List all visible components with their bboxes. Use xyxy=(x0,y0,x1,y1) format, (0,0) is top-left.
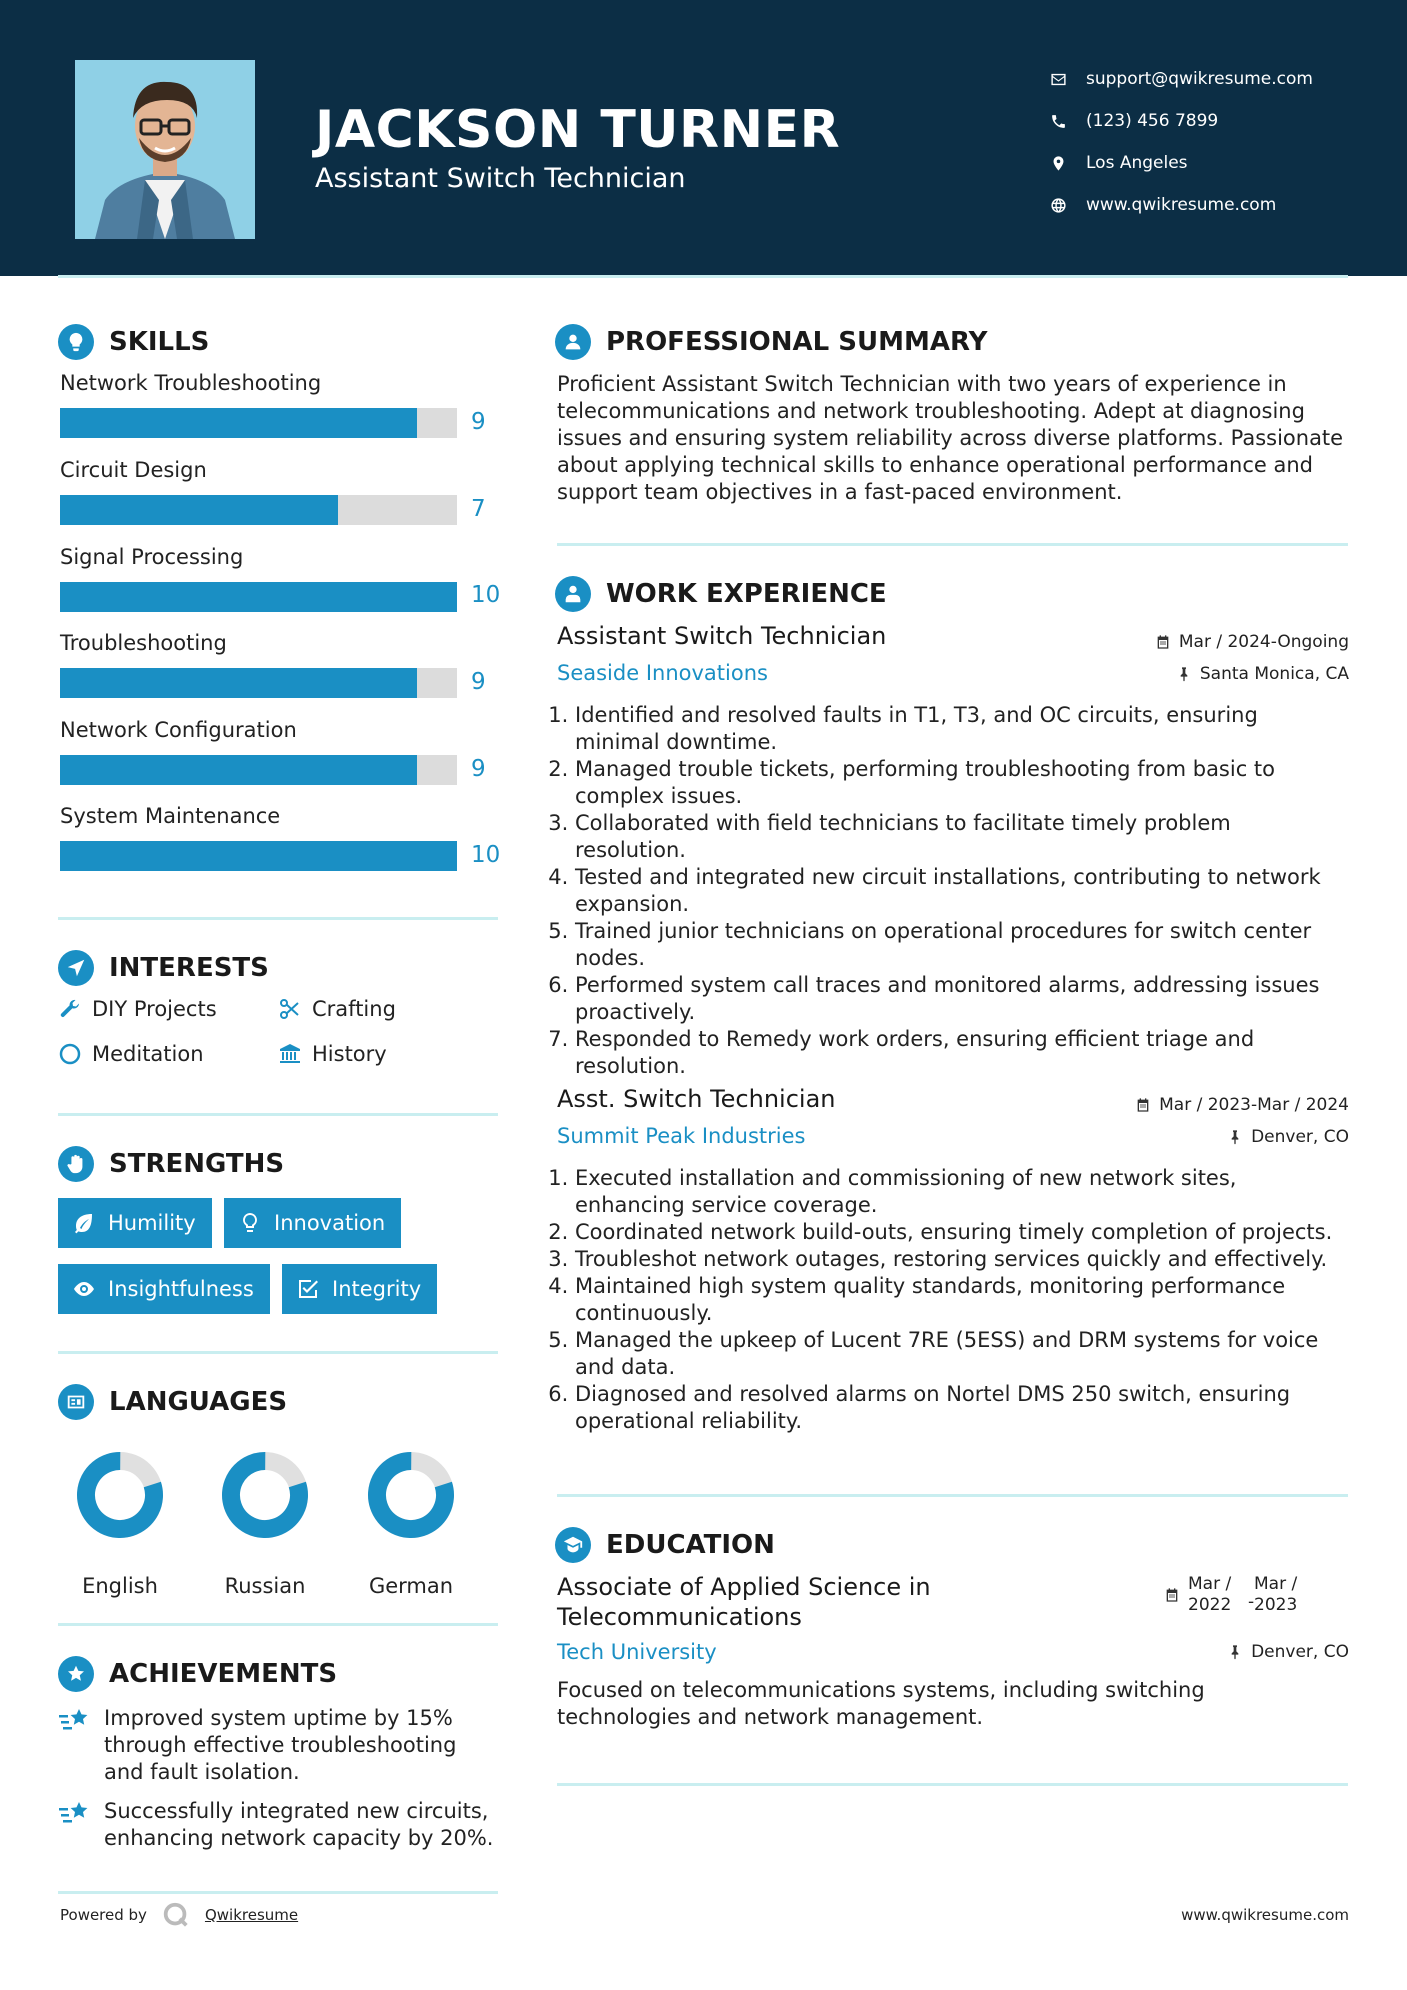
job-location-text: Santa Monica, CA xyxy=(1199,664,1349,684)
education-date-dash: - xyxy=(1248,1591,1255,1612)
strength-tag xyxy=(58,1198,212,1248)
job-title: Asst. Switch Technician xyxy=(557,1085,836,1113)
calendar-icon xyxy=(1135,1097,1151,1113)
header-divider xyxy=(58,275,1348,278)
job-location-text: Denver, CO xyxy=(1251,1127,1349,1147)
interest-label: DIY Projects xyxy=(92,997,217,1021)
section-divider xyxy=(58,1351,498,1354)
contact-website-text: www.qwikresume.com xyxy=(1086,195,1277,215)
duty-item: 4. Tested and integrated new circuit installations, contributing to network expansion. xyxy=(575,864,1348,918)
interest-label: Meditation xyxy=(92,1042,204,1066)
strength-label: Integrity xyxy=(332,1277,422,1301)
job-date xyxy=(1155,632,1349,652)
section-divider xyxy=(557,1494,1348,1497)
duty-item: 5. Trained junior technicians on operational procedures for switch center nodes. xyxy=(575,918,1348,972)
museum-icon xyxy=(278,1042,302,1066)
leaf-icon xyxy=(72,1211,96,1235)
skill-value: 10 xyxy=(471,582,501,608)
duty-item: 5. Managed the upkeep of Lucent 7RE (5ESS) and DRM systems for voice and data. xyxy=(575,1327,1348,1381)
location-pin-icon xyxy=(1050,155,1086,172)
summary-title-text: PROFESSIONAL SUMMARY xyxy=(606,327,988,357)
paper-plane-icon xyxy=(58,950,94,986)
powered-by-text: Powered by xyxy=(60,1906,147,1924)
skill-value: 7 xyxy=(471,496,486,522)
strength-tag xyxy=(282,1264,437,1314)
envelope-icon xyxy=(1050,71,1086,88)
language-item xyxy=(65,1440,175,1598)
achievements-section-title xyxy=(58,1656,337,1692)
interest-item xyxy=(278,997,396,1021)
job-date xyxy=(1135,1095,1349,1115)
duty-item: 1. Identified and resolved faults in T1, T3, and OC circuits, ensuring minimal downtime. xyxy=(575,702,1348,756)
contact-list xyxy=(1050,58,1313,226)
achievement-text: Improved system uptime by 15% through effective troubleshooting and fault isolation. xyxy=(104,1706,457,1784)
job-duties xyxy=(557,702,1348,1080)
summary-section-title xyxy=(555,324,987,360)
briefcase-user-icon xyxy=(555,576,591,612)
globe-icon xyxy=(1050,197,1086,214)
education-date-start xyxy=(1188,1574,1248,1616)
shooting-star-icon xyxy=(58,1798,92,1828)
user-icon xyxy=(555,324,591,360)
achievements-title-text: ACHIEVEMENTS xyxy=(109,1659,338,1689)
job-date-text: Mar / 2024-Ongoing xyxy=(1178,632,1349,652)
job-location xyxy=(1176,664,1349,684)
qwikresume-logo-icon xyxy=(161,1900,191,1930)
footer-powered-by xyxy=(60,1900,298,1930)
education-description: Focused on telecommunications systems, including switching technologies and network management. xyxy=(557,1678,1205,1729)
language-label: German xyxy=(368,1574,454,1598)
skill-name: Troubleshooting xyxy=(60,631,227,655)
experience-title-text: WORK EXPERIENCE xyxy=(606,579,887,609)
duty-item: 6. Diagnosed and resolved alarms on Nortel DMS 250 switch, ensuring operational reliability. xyxy=(575,1381,1348,1435)
strength-tag xyxy=(58,1264,270,1314)
education-date-start-month: Mar / xyxy=(1188,1574,1232,1594)
language-donut xyxy=(356,1440,466,1550)
contact-email[interactable] xyxy=(1050,58,1313,100)
skills-title-text: SKILLS xyxy=(109,327,210,357)
language-donut xyxy=(65,1440,175,1550)
phone-icon xyxy=(1050,113,1086,130)
language-label: Russian xyxy=(224,1574,306,1598)
education-title-text: EDUCATION xyxy=(606,1530,775,1560)
summary-text: Proficient Assistant Switch Technician with two years of experience in telecommunications and network troubleshooting. Adept at diagnosing issues and ensuring system reliability across diverse platforms. Passionate about applying technical skills to enhance operational performance and support team objectives in a fast-paced environment. xyxy=(557,372,1344,504)
strength-tag xyxy=(224,1198,401,1248)
circle-icon xyxy=(58,1042,82,1066)
interests-title-text: INTERESTS xyxy=(109,953,269,983)
strengths-title-text: STRENGTHS xyxy=(109,1149,285,1179)
job-duties xyxy=(557,1165,1348,1435)
school-name: Tech University xyxy=(557,1640,717,1664)
skill-value: 9 xyxy=(471,756,486,782)
education-date-start-year: 2022 xyxy=(1188,1595,1232,1615)
candidate-role: Assistant Switch Technician xyxy=(315,163,686,194)
language-item xyxy=(210,1440,320,1598)
skill-name: Circuit Design xyxy=(60,458,207,482)
skill-bar xyxy=(60,495,457,525)
section-divider xyxy=(58,1113,498,1116)
achievement-item xyxy=(58,1798,498,1852)
languages-section-title xyxy=(58,1384,287,1420)
education-section-title xyxy=(555,1527,775,1563)
education-date-end-year: 2023 xyxy=(1254,1595,1298,1615)
contact-email-text: support@qwikresume.com xyxy=(1086,69,1313,89)
strength-label: Insightfulness xyxy=(108,1277,254,1301)
section-divider xyxy=(557,1783,1348,1786)
skill-bar-fill xyxy=(60,408,417,438)
strengths-section-title xyxy=(58,1146,284,1182)
education-date-end xyxy=(1254,1574,1297,1616)
contact-location xyxy=(1050,142,1313,184)
profile-photo xyxy=(75,60,255,239)
duty-item: 4. Maintained high system quality standards, monitoring performance continuously. xyxy=(575,1273,1348,1327)
skill-value: 9 xyxy=(471,409,486,435)
duty-item: 3. Troubleshot network outages, restoring services quickly and effectively. xyxy=(575,1246,1348,1273)
duty-item: 2. Coordinated network build-outs, ensuring timely completion of projects. xyxy=(575,1219,1348,1246)
language-label: English xyxy=(82,1574,158,1598)
skills-section-title xyxy=(58,324,209,360)
contact-phone-text: (123) 456 7899 xyxy=(1086,111,1219,131)
education-location xyxy=(1227,1642,1349,1662)
interest-item xyxy=(278,1042,387,1066)
skill-bar xyxy=(60,668,457,698)
section-divider xyxy=(557,543,1348,546)
degree-line-2: Telecommunications xyxy=(557,1603,802,1631)
skill-bar-fill xyxy=(60,582,457,612)
education-date xyxy=(1164,1574,1297,1616)
interest-item xyxy=(58,1042,204,1066)
interest-label: Crafting xyxy=(312,997,396,1021)
resume-header xyxy=(0,0,1407,276)
interests-section-title xyxy=(58,950,269,986)
graduate-icon xyxy=(555,1527,591,1563)
wrench-icon xyxy=(58,997,82,1021)
language-card-icon xyxy=(58,1384,94,1420)
pushpin-icon xyxy=(1227,1129,1243,1145)
skill-bar-fill xyxy=(60,755,417,785)
skill-bar xyxy=(60,408,457,438)
lightbulb-icon xyxy=(58,324,94,360)
skill-value: 10 xyxy=(471,842,501,868)
skill-name: Network Troubleshooting xyxy=(60,371,322,395)
skill-name: System Maintenance xyxy=(60,804,281,828)
duty-item: 7. Responded to Remedy work orders, ensuring efficient triage and resolution. xyxy=(575,1026,1348,1080)
degree-line-1: Associate of Applied Science in xyxy=(557,1573,931,1601)
star-badge-icon xyxy=(58,1656,94,1692)
qwikresume-link[interactable]: Qwikresume xyxy=(204,1906,299,1924)
calendar-icon xyxy=(1155,634,1171,650)
skill-name: Signal Processing xyxy=(60,545,244,569)
skill-bar xyxy=(60,582,457,612)
languages-title-text: LANGUAGES xyxy=(109,1387,288,1417)
contact-location-text: Los Angeles xyxy=(1086,153,1188,173)
strength-label: Innovation xyxy=(274,1211,386,1235)
job-date-text: Mar / 2023-Mar / 2024 xyxy=(1159,1095,1349,1115)
hand-icon xyxy=(58,1146,94,1182)
interest-label: History xyxy=(312,1042,387,1066)
duty-item: 2. Managed trouble tickets, performing troubleshooting from basic to complex issues. xyxy=(575,756,1348,810)
skill-bar-fill xyxy=(60,495,338,525)
skill-name: Network Configuration xyxy=(60,718,297,742)
achievement-text: Successfully integrated new circuits, enhancing network capacity by 20%. xyxy=(104,1799,494,1850)
experience-section-title xyxy=(555,576,887,612)
section-divider xyxy=(58,1891,498,1894)
job-location xyxy=(1227,1127,1349,1147)
candidate-name: JACKSON TURNER xyxy=(315,100,841,160)
education-date-end-month: Mar / xyxy=(1254,1574,1298,1594)
duty-item: 6. Performed system call traces and monitored alarms, addressing issues proactively. xyxy=(575,972,1348,1026)
shooting-star-icon xyxy=(58,1705,92,1735)
skill-bar-fill xyxy=(60,841,457,871)
check-square-icon xyxy=(296,1277,320,1301)
skill-value: 9 xyxy=(471,669,486,695)
section-divider xyxy=(58,1623,498,1626)
section-divider xyxy=(58,917,498,920)
achievement-item xyxy=(58,1705,498,1786)
footer-url[interactable]: www.qwikresume.com xyxy=(1181,1906,1349,1924)
eye-icon xyxy=(72,1277,96,1301)
lightbulb-icon xyxy=(238,1211,262,1235)
contact-website[interactable] xyxy=(1050,184,1313,226)
skill-bar xyxy=(60,841,457,871)
contact-phone[interactable] xyxy=(1050,100,1313,142)
duty-item: 3. Collaborated with field technicians to facilitate timely problem resolution. xyxy=(575,810,1348,864)
language-donut xyxy=(210,1440,320,1550)
calendar-icon xyxy=(1164,1587,1180,1603)
duty-item: 1. Executed installation and commissioning of new network sites, enhancing service coverage. xyxy=(575,1165,1348,1219)
scissors-icon xyxy=(278,997,302,1021)
pushpin-icon xyxy=(1227,1644,1243,1660)
job-company: Summit Peak Industries xyxy=(557,1124,806,1148)
language-item xyxy=(356,1440,466,1598)
job-company: Seaside Innovations xyxy=(557,661,768,685)
strength-label: Humility xyxy=(108,1211,196,1235)
job-title: Assistant Switch Technician xyxy=(557,622,887,650)
skill-bar-fill xyxy=(60,668,417,698)
pushpin-icon xyxy=(1176,666,1192,682)
interest-item xyxy=(58,997,217,1021)
person-portrait-icon xyxy=(75,60,255,239)
education-location-text: Denver, CO xyxy=(1251,1642,1349,1662)
skill-bar xyxy=(60,755,457,785)
